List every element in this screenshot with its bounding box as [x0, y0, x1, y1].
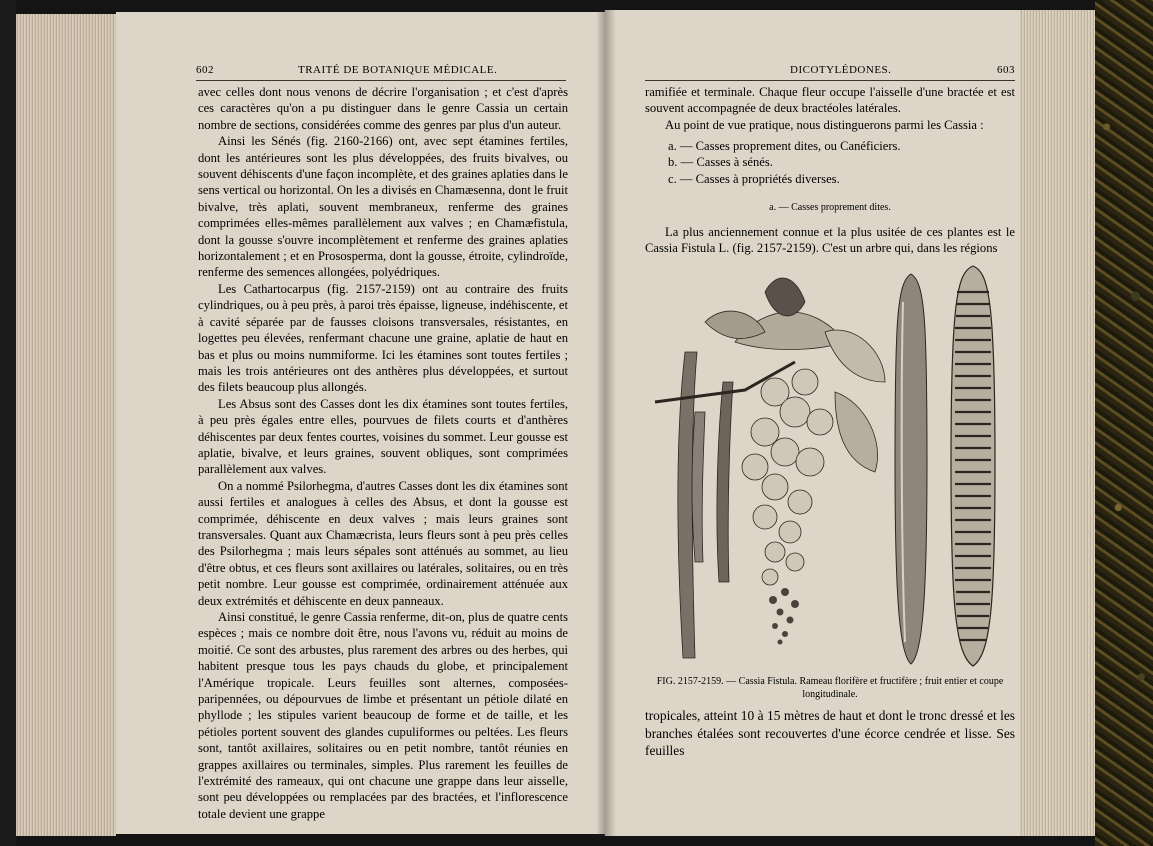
- book-cover-right: [1095, 0, 1153, 846]
- right-paragraph-3: La plus anciennement connue et la plus usitée de ces plantes est le Cassia Fistula L. (fig. 2157-2159). C'est un arbre qui, dans les régions: [645, 225, 1015, 256]
- right-paragraph-2: Au point de vue pratique, nous distinguerons parmi les Cassia :: [665, 117, 984, 132]
- book-gutter: [596, 10, 616, 836]
- left-paragraph-6: Ainsi constitué, le genre Cassia renferme, dit-on, plus de quatre cents espèces ; mais ce nombre doit être, nous l'avons vu, réduit au moins de moitié. Ce sont des arbustes, plus rarement des arbres ou des herbes, qui habitent presque tous les pays chauds du globe, et principalement l'Amérique tropicale. Leurs feuilles sont alternes, composées-paripennées, ou dépourvues de limbe et présentant un pétiole dilaté en phyllode ; les stipules varient beaucoup de forme et de taille, et les pétioles portent souvent des glandes cupuliformes ou peltées. Les fleurs sont, tantôt axillaires, solitaires ou en petit nombre, tantôt réunies en grappes axillaires ou terminales, simples. Plus rarement les feuilles de l'extrémité des rameaux, qui ont chacune une grappe dans leur aisselle, sont peu développées ou remplacées par des bractées, et l'inflorescence totale devient une grappe: [198, 610, 568, 821]
- flowering-branch-drawing: [655, 278, 885, 658]
- list-item-b: b. — Casses à sénés.: [668, 155, 773, 170]
- right-text-after-figure: [645, 707, 1015, 760]
- left-page-text: [198, 84, 568, 822]
- right-header-rule: [645, 80, 1015, 81]
- page-edges-right: [1020, 10, 1098, 836]
- figure-caption-line-1: FIG. 2157-2159. — Cassia Fistula. Rameau florifère et fructifère ; fruit entier et coupe: [656, 676, 1004, 687]
- list-item-a: a. — Casses proprement dites, ou Canéficiers.: [668, 139, 901, 153]
- left-running-head: TRAITÉ DE BOTANIQUE MÉDICALE.: [298, 64, 498, 76]
- right-paragraph-4: tropicales, atteint 10 à 15 mètres de haut et dont le tronc dressé et les branches étalées sont recouvertes d'une écorce cendrée et lisse. Ses feuilles: [645, 708, 1015, 758]
- whole-pod-drawing: [895, 274, 927, 664]
- section-subheading: a. — Casses proprement dites.: [769, 202, 891, 213]
- pod-longitudinal-section-drawing: [951, 266, 995, 666]
- list-item-c: c. — Casses à propriétés diverses.: [668, 171, 840, 186]
- left-paragraph-4: Les Absus sont des Casses dont les dix étamines sont toutes fertiles, à peu près égales entre elles, pourvues de filets courts et d'anthères déhiscentes par deux fentes courtes, voisines du sommet. Leur gousse est aplatie, bivalve, et leurs graines, souvent obliques, sont comprimées parallèlement aux valves.: [198, 396, 568, 477]
- book-cover-left: [0, 0, 16, 846]
- left-paragraph-1: avec celles dont nous venons de décrire l'organisation ; et c'est d'après ces caractères qu'on a pu distinguer dans le genre Cassia un certain nombre de sections, considérées comme des genres par plus d'un auteur.: [198, 85, 568, 132]
- right-text-before-figure: [645, 224, 1015, 257]
- figure-caption: [638, 675, 1022, 701]
- page-edges-left: [16, 14, 116, 836]
- right-intro-text: [645, 84, 1015, 133]
- cassia-fistula-illustration: [645, 262, 1017, 674]
- right-paragraph-1: ramifiée et terminale. Chaque fleur occupe l'aisselle d'une bractée et est souvent accompagnée de deux bractéoles latérales.: [645, 85, 1015, 116]
- left-header-rule: [196, 80, 566, 81]
- figure-caption-line-2: longitudinale.: [802, 689, 858, 700]
- left-paragraph-2: Ainsi les Sénés (fig. 2160-2166) ont, avec sept étamines fertiles, dont les antérieures sont les plus développées, des fruits bivalves, ou souvent déhiscents d'une façon incomplète, et des graines aplaties dans le sens vertical ou horizontal. On les a divisés en Chamæsenna, dont le fruit bivalve, très aplati, souvent membraneux, renferme des graines comprimées elles-mêmes parallèlement aux valves ; en Chamæfistula, dont la gousse s'ouvre incomplètement et renferme des graines aplaties horizontalement ; et en Prososperma, dont la gousse, étroite, cylindroïde, renferme des semences allongées, polyédriques.: [198, 134, 568, 280]
- left-paragraph-5: On a nommé Psilorhegma, d'autres Casses dont les dix étamines sont aussi fertiles et analogues à celles des Absus, et dont la gousse est comprimée, déhiscente en deux valves ; mais leurs graines sont transversales. Quant aux Chamæcrista, leurs fleurs sont à peu près celles des Psilorhegma ; mais leurs sépales sont atténués au sommet, au lieu d'être obtus, et ces fleurs sont axillaires ou latérales, solitaires, ou en très petit nombre. Leur gousse est comprimée, ordinairement atténuée aux deux extrémités et déhiscente en deux panneaux.: [198, 478, 568, 608]
- left-page-number: 602: [196, 64, 214, 76]
- right-page-number: 603: [997, 64, 1015, 76]
- left-paragraph-3: Les Cathartocarpus (fig. 2157-2159) ont au contraire des fruits cylindriques, ou à peu près, à paroi très épaisse, ligneuse, indéhiscente, et à cavité séparée par de fausses cloisons transversales, résistantes, en logettes peu élevées, renfermant chacune une graine, aplatie de haut en bas et plus ou moins nummiforme. Ici les étamines sont toutes fertiles ; mais les trois antérieures ont des anthères plus développées, et surtout des filets beaucoup plus allongés.: [198, 281, 568, 395]
- cassia-category-list: [668, 138, 1008, 187]
- right-running-head: DICOTYLÉDONES.: [790, 64, 892, 76]
